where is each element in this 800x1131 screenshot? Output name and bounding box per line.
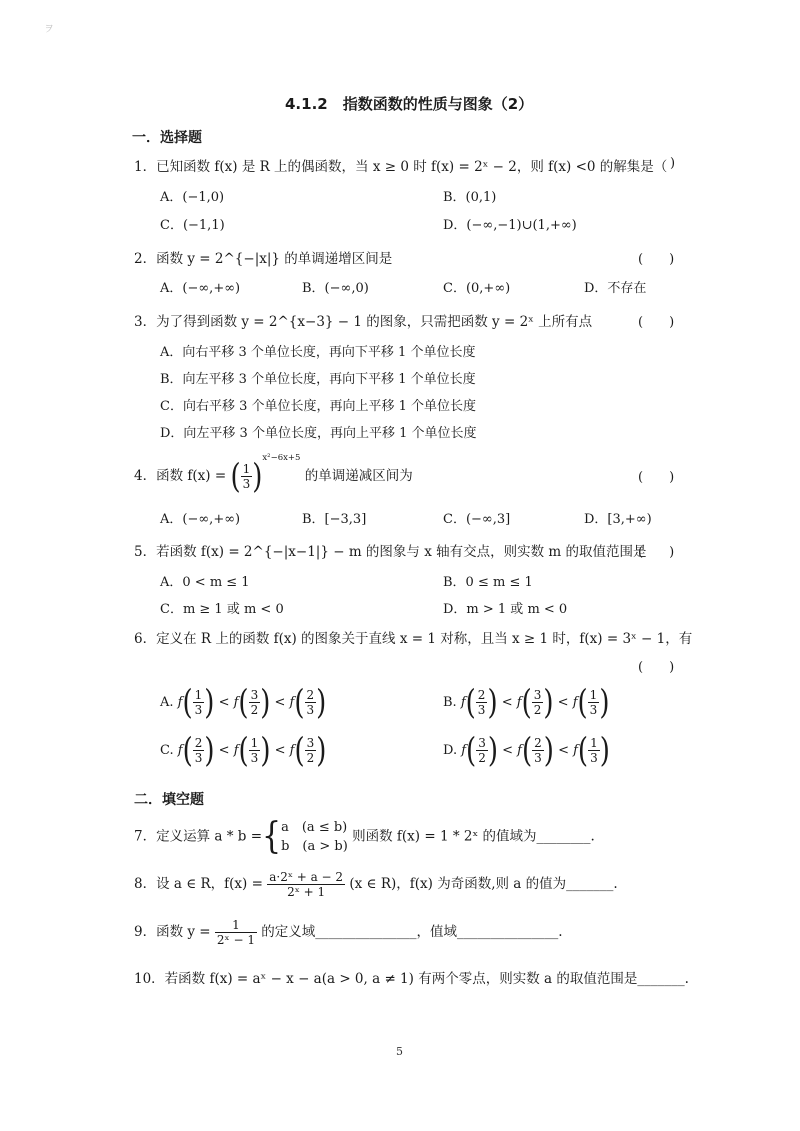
section-heading-choice: 一．选择题 bbox=[132, 130, 202, 146]
frac-den: 3 bbox=[477, 703, 486, 717]
q3-option-c: C．向右平移 3 个单位长度，再向上平移 1 个单位长度 bbox=[160, 399, 477, 414]
q4-suffix: 的单调递减区间为 bbox=[304, 468, 413, 484]
frac-num: 2 bbox=[477, 688, 486, 702]
frac-num: 3 bbox=[306, 736, 315, 750]
q1-option-b: B．(0,1) bbox=[443, 190, 497, 205]
frac-den: 2 bbox=[306, 751, 315, 765]
q7-brace: { bbox=[262, 815, 282, 858]
q3-option-b: B．向左平移 3 个单位长度，再向下平移 1 个单位长度 bbox=[160, 372, 476, 387]
q8-suffix: (x ∈ R)，f(x) 为奇函数,则 a 的值为_______. bbox=[349, 876, 618, 892]
question-4-paren: ( ) bbox=[638, 470, 675, 485]
section-heading-fill: 二．填空题 bbox=[134, 792, 204, 808]
question-1-text: 1．已知函数 f(x) 是 R 上的偶函数，当 x ≥ 0 时 f(x) = 2ˣ − 2，则 f(x) <0 的解集是（ bbox=[134, 159, 668, 175]
question-9-text bbox=[134, 918, 563, 947]
question-10-text: 10．若函数 f(x) = aˣ − x − a(a > 0, a ≠ 1) 有两个零点，则实数 a 的取值范围是_______. bbox=[134, 971, 689, 987]
frac-den: 3 bbox=[306, 703, 315, 717]
question-5-text: 5．若函数 f(x) = 2^{−|x−1|} − m 的图象与 x 轴有交点，则实数 m 的取值范围是 bbox=[134, 544, 647, 560]
q6-c-label: C. bbox=[160, 743, 174, 758]
q6-option-d: D. f( $\frac{3}{2}$ ) < f( $\frac{2}{3}$ ) < f( $\frac{1}{3}$ ) bbox=[443, 731, 610, 770]
frac-num: 2 bbox=[306, 688, 315, 702]
frac-den: 3 bbox=[250, 751, 259, 765]
q2-option-d: D．不存在 bbox=[584, 281, 647, 296]
q4-den: 3 bbox=[242, 477, 251, 491]
frac-num: 1 bbox=[250, 736, 259, 750]
q8-fraction bbox=[267, 870, 345, 899]
q2-option-a: A．(−∞,+∞) bbox=[160, 281, 241, 296]
scan-corner-mark: ヲ bbox=[44, 24, 54, 35]
q1-option-c: C．(−1,1) bbox=[160, 218, 225, 233]
q5-option-d: D．m > 1 或 m < 0 bbox=[443, 602, 568, 617]
q7-case-2: b (a > b) bbox=[281, 839, 348, 854]
q3-option-a: A．向右平移 3 个单位长度，再向下平移 1 个单位长度 bbox=[160, 345, 476, 360]
q4-paren-close: ) bbox=[252, 457, 263, 496]
frac-den: 2 bbox=[533, 703, 542, 717]
q9-den: 2ˣ − 1 bbox=[216, 933, 255, 947]
frac-num: 1 bbox=[194, 688, 203, 702]
q2-option-b: B．(−∞,0) bbox=[302, 281, 369, 296]
frac-den: 3 bbox=[194, 751, 203, 765]
q6-option-a: A. f( $\frac{1}{3}$ ) < f( $\frac{3}{2}$ ) < f( $\frac{2}{3}$ ) bbox=[160, 683, 327, 722]
q7-cases bbox=[281, 818, 348, 856]
page-title: 4.1.2 指数函数的性质与图象（2） bbox=[285, 95, 534, 113]
question-3-text: 3．为了得到函数 y = 2^{x−3} − 1 的图象，只需把函数 y = 2ˣ 上所有点 bbox=[134, 314, 593, 330]
frac-den: 3 bbox=[590, 751, 598, 765]
question-2-paren: ( ) bbox=[638, 252, 675, 267]
q8-den: 2ˣ + 1 bbox=[287, 885, 326, 899]
frac-den: 2 bbox=[478, 751, 486, 765]
question-5-paren: ( ) bbox=[638, 545, 675, 560]
question-4-text bbox=[134, 453, 413, 496]
frac-num: 3 bbox=[533, 688, 542, 702]
q1-option-d: D．(−∞,−1)∪(1,+∞) bbox=[443, 218, 577, 233]
q4-option-a: A．(−∞,+∞) bbox=[160, 512, 241, 527]
question-8-text bbox=[134, 870, 618, 899]
q4-paren-open: ( bbox=[230, 457, 241, 496]
question-6-text: 6．定义在 R 上的函数 f(x) 的图象关于直线 x = 1 对称，且当 x ≥ 1 时，f(x) = 3ˣ − 1，有 bbox=[134, 631, 693, 647]
q9-prefix: 9．函数 y = bbox=[134, 924, 211, 940]
frac-den: 3 bbox=[194, 703, 203, 717]
q5-option-a: A．0 < m ≤ 1 bbox=[160, 575, 250, 590]
q6-option-b: B. f( $\frac{2}{3}$ ) < f( $\frac{3}{2}$ ) < f( $\frac{1}{3}$ ) bbox=[443, 683, 610, 722]
q6-a-label: A. bbox=[160, 695, 174, 710]
frac-num: 1 bbox=[590, 736, 598, 750]
frac-den: 3 bbox=[534, 751, 542, 765]
question-1-paren-close: ) bbox=[670, 156, 676, 171]
q8-num: a·2ˣ + a − 2 bbox=[269, 870, 344, 884]
q7-prefix: 7．定义运算 a * b = bbox=[134, 828, 263, 845]
frac-num: 1 bbox=[589, 688, 598, 702]
frac-num: 3 bbox=[250, 688, 259, 702]
q4-fraction bbox=[241, 462, 253, 491]
q5-option-b: B．0 ≤ m ≤ 1 bbox=[443, 575, 533, 590]
q8-prefix: 8．设 a ∈ R，f(x) = bbox=[134, 876, 263, 892]
q7-case-1: a (a ≤ b) bbox=[281, 820, 348, 835]
q4-num: 1 bbox=[242, 462, 251, 476]
frac-num: 2 bbox=[194, 736, 203, 750]
q2-option-c: C．(0,+∞) bbox=[443, 281, 511, 296]
q1-option-a: A．(−1,0) bbox=[160, 190, 225, 205]
question-6-paren: ( ) bbox=[638, 660, 675, 675]
q4-prefix: 4．函数 f(x) = bbox=[134, 468, 227, 484]
question-7-text bbox=[134, 815, 595, 858]
q6-b-label: B. bbox=[443, 695, 457, 710]
q4-exponent: x²−6x+5 bbox=[262, 453, 301, 463]
frac-num: 2 bbox=[534, 736, 542, 750]
q4-option-c: C．(−∞,3] bbox=[443, 512, 511, 527]
q7-suffix: 则函数 f(x) = 1 * 2ˣ 的值域为________. bbox=[352, 828, 595, 845]
q9-num: 1 bbox=[215, 918, 257, 933]
q4-option-d: D．[3,+∞) bbox=[584, 512, 652, 527]
q9-fraction bbox=[215, 918, 257, 947]
q5-option-c: C．m ≥ 1 或 m < 0 bbox=[160, 602, 284, 617]
q9-suffix: 的定义域_______________，值域_______________. bbox=[261, 924, 563, 940]
page-number: 5 bbox=[396, 1045, 403, 1058]
frac-den: 2 bbox=[250, 703, 259, 717]
frac-num: 3 bbox=[478, 736, 486, 750]
frac-den: 3 bbox=[589, 703, 598, 717]
question-2-text: 2．函数 y = 2^{−|x|} 的单调递增区间是 bbox=[134, 251, 393, 267]
question-3-paren: ( ) bbox=[638, 315, 675, 330]
q6-option-c: C. f( $\frac{2}{3}$ ) < f( $\frac{1}{3}$ ) < f( $\frac{3}{2}$ ) bbox=[160, 731, 327, 770]
q4-option-b: B．[−3,3] bbox=[302, 512, 367, 527]
q3-option-d: D．向左平移 3 个单位长度，再向上平移 1 个单位长度 bbox=[160, 426, 477, 441]
q6-d-label: D. bbox=[443, 743, 458, 758]
